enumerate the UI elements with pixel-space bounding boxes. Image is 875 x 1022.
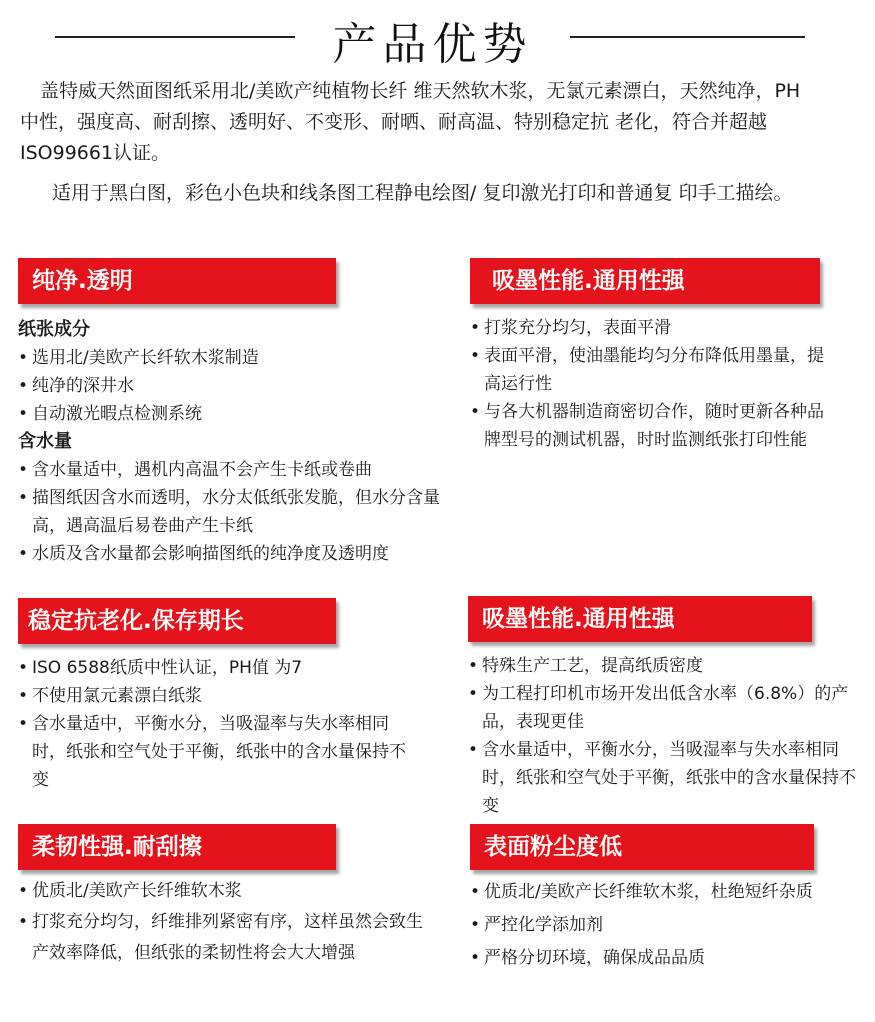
- section-heading: 表面粉尘度低: [470, 824, 814, 870]
- section-body: [470, 876, 865, 975]
- title-divider-right: [570, 36, 805, 38]
- section-heading: 柔韧性强.耐刮擦: [18, 824, 336, 870]
- intro-paragraph-2: 适用于黑白图，彩色小色块和线条图工程静电绘图/ 复印激光打印和普通复 印手工描绘。: [52, 182, 793, 204]
- list-item: • 严格分切环境，确保成品品质: [470, 942, 865, 975]
- list-item: • 含水量适中，平衡水分，当吸湿率与失水率相同时，纸张和空气处于平衡，纸张中的含水量保持不变: [18, 710, 413, 794]
- list-item: • 优质北/美欧产长纤维软木浆，杜绝短纤杂质: [470, 876, 865, 909]
- subheading: 纸张成分: [18, 319, 90, 340]
- page-header: [0, 0, 875, 75]
- list-item: • 选用北/美欧产长纤软木浆制造: [18, 344, 448, 372]
- title-divider-left: [55, 36, 295, 38]
- section-body: [470, 314, 832, 454]
- list-item: • 自动激光暇点检测系统: [18, 400, 448, 428]
- section-heading: 吸墨性能.通用性强: [468, 596, 812, 642]
- list-item: • 打浆充分均匀，纤维排列紧密有序，这样虽然会致生产效率降低，但纸张的柔韧性将会大大增强: [18, 907, 423, 969]
- list-item: • 表面平滑，使油墨能均匀分布降低用墨量，提高运行性: [470, 342, 832, 398]
- intro-paragraph-1: 盖特威天然面图纸采用北/美欧产纯植物长纤 维天然软木浆，无氯元素漂白，天然纯净，PH中性，强度高、耐刮擦、透明好、不变形、耐晒、耐高温、特别稳定抗 老化，符合并超越ISO99661认证。: [20, 80, 801, 164]
- list-item: • 优质北/美欧产长纤维软木浆: [18, 876, 423, 907]
- section-heading: 稳定抗老化.保存期长: [18, 598, 336, 644]
- list-item: • 纯净的深井水: [18, 372, 448, 400]
- list-item: • 描图纸因含水而透明，水分太低纸张发脆，但水分含量高，遇高温后易卷曲产生卡纸: [18, 484, 448, 540]
- list-item: • 含水量适中，平衡水分，当吸湿率与失水率相同时，纸张和空气处于平衡，纸张中的含水量保持不变: [468, 736, 863, 820]
- list-item: • 特殊生产工艺，提高纸质密度: [468, 652, 863, 680]
- section-body: [18, 316, 448, 568]
- list-item: • 不使用氯元素漂白纸浆: [18, 682, 413, 710]
- list-item: • 与各大机器制造商密切合作，随时更新各种品牌型号的测试机器，时时监测纸张打印性能: [470, 398, 832, 454]
- section-body: [468, 652, 863, 820]
- page-title: 产品优势: [332, 19, 533, 70]
- list-item: • ISO 6588纸质中性认证，PH值 为7: [18, 654, 413, 682]
- section-body: [18, 654, 413, 794]
- list-item: • 含水量适中，遇机内高温不会产生卡纸或卷曲: [18, 456, 448, 484]
- subheading: 含水量: [18, 431, 72, 452]
- section-body: [18, 876, 423, 969]
- section-heading: 纯净.透明: [18, 258, 336, 304]
- list-item: • 打浆充分均匀，表面平滑: [470, 314, 832, 342]
- list-item: • 水质及含水量都会影响描图纸的纯净度及透明度: [18, 540, 448, 568]
- list-item: • 为工程打印机市场开发出低含水率（6.8%）的产品，表现更佳: [468, 680, 863, 736]
- section-heading: 吸墨性能.通用性强: [470, 258, 820, 304]
- list-item: • 严控化学添加剂: [470, 909, 865, 942]
